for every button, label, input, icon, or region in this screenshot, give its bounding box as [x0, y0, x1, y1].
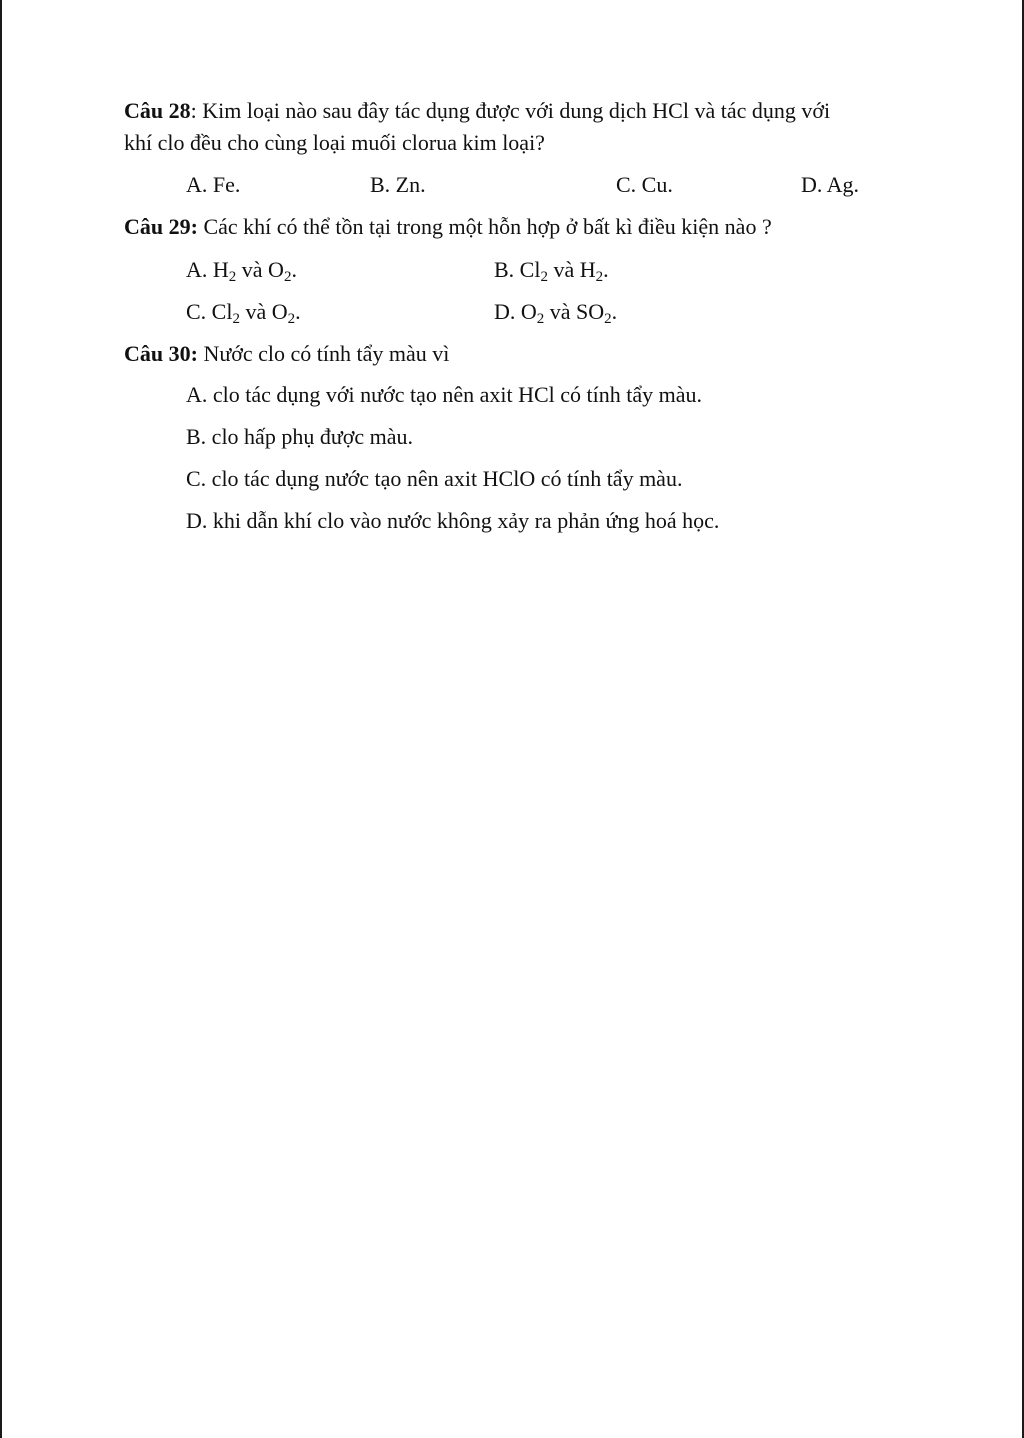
question-29-option-b: B. $Cl_2$ và $H_2$. [494, 257, 609, 285]
question-28-text: : Kim loại nào sau đây tác dụng được với dung dịch HCl và tác dụng với [190, 98, 831, 123]
question-30-label: Câu 30: [124, 341, 198, 366]
question-28-label: Câu 28 [124, 98, 191, 123]
question-30-option-d: D. khi dẫn khí clo vào nước không xảy ra phản ứng hoá học. [186, 508, 720, 533]
question-28-option-d: D. Ag. [801, 172, 860, 197]
page-border-left [0, 0, 2, 1438]
question-30-option-c: C. clo tác dụng nước tạo nên axit HClO có tính tẩy màu. [186, 466, 683, 491]
question-30-text: Nước clo có tính tẩy màu vì [197, 341, 450, 366]
question-29-option-d: D. $O_2$ và $SO_2$. [494, 299, 618, 327]
question-29-line [124, 213, 772, 241]
question-29-text: Các khí có thể tồn tại trong một hỗn hợp ở bất kì điều kiện nào ? [197, 214, 772, 239]
question-28-option-b: B. Zn. [370, 172, 426, 197]
question-30-line [124, 340, 449, 368]
question-28-line-1 [124, 97, 830, 125]
question-28-option-c: C. Cu. [616, 172, 673, 197]
question-29-label: Câu 29: [124, 214, 198, 239]
question-29-option-c: C. $Cl_2$ và $O_2$. [186, 299, 301, 327]
question-29-option-a: A. $H_2$ và $O_2$. [186, 257, 297, 285]
question-30-option-b: B. clo hấp phụ được màu. [186, 424, 414, 449]
question-30-option-a: A. clo tác dụng với nước tạo nên axit HCl có tính tẩy màu. [186, 382, 703, 407]
question-28-line-2: khí clo đều cho cùng loại muối clorua kim loại? [124, 130, 545, 155]
question-28-option-a: A. Fe. [186, 172, 241, 197]
